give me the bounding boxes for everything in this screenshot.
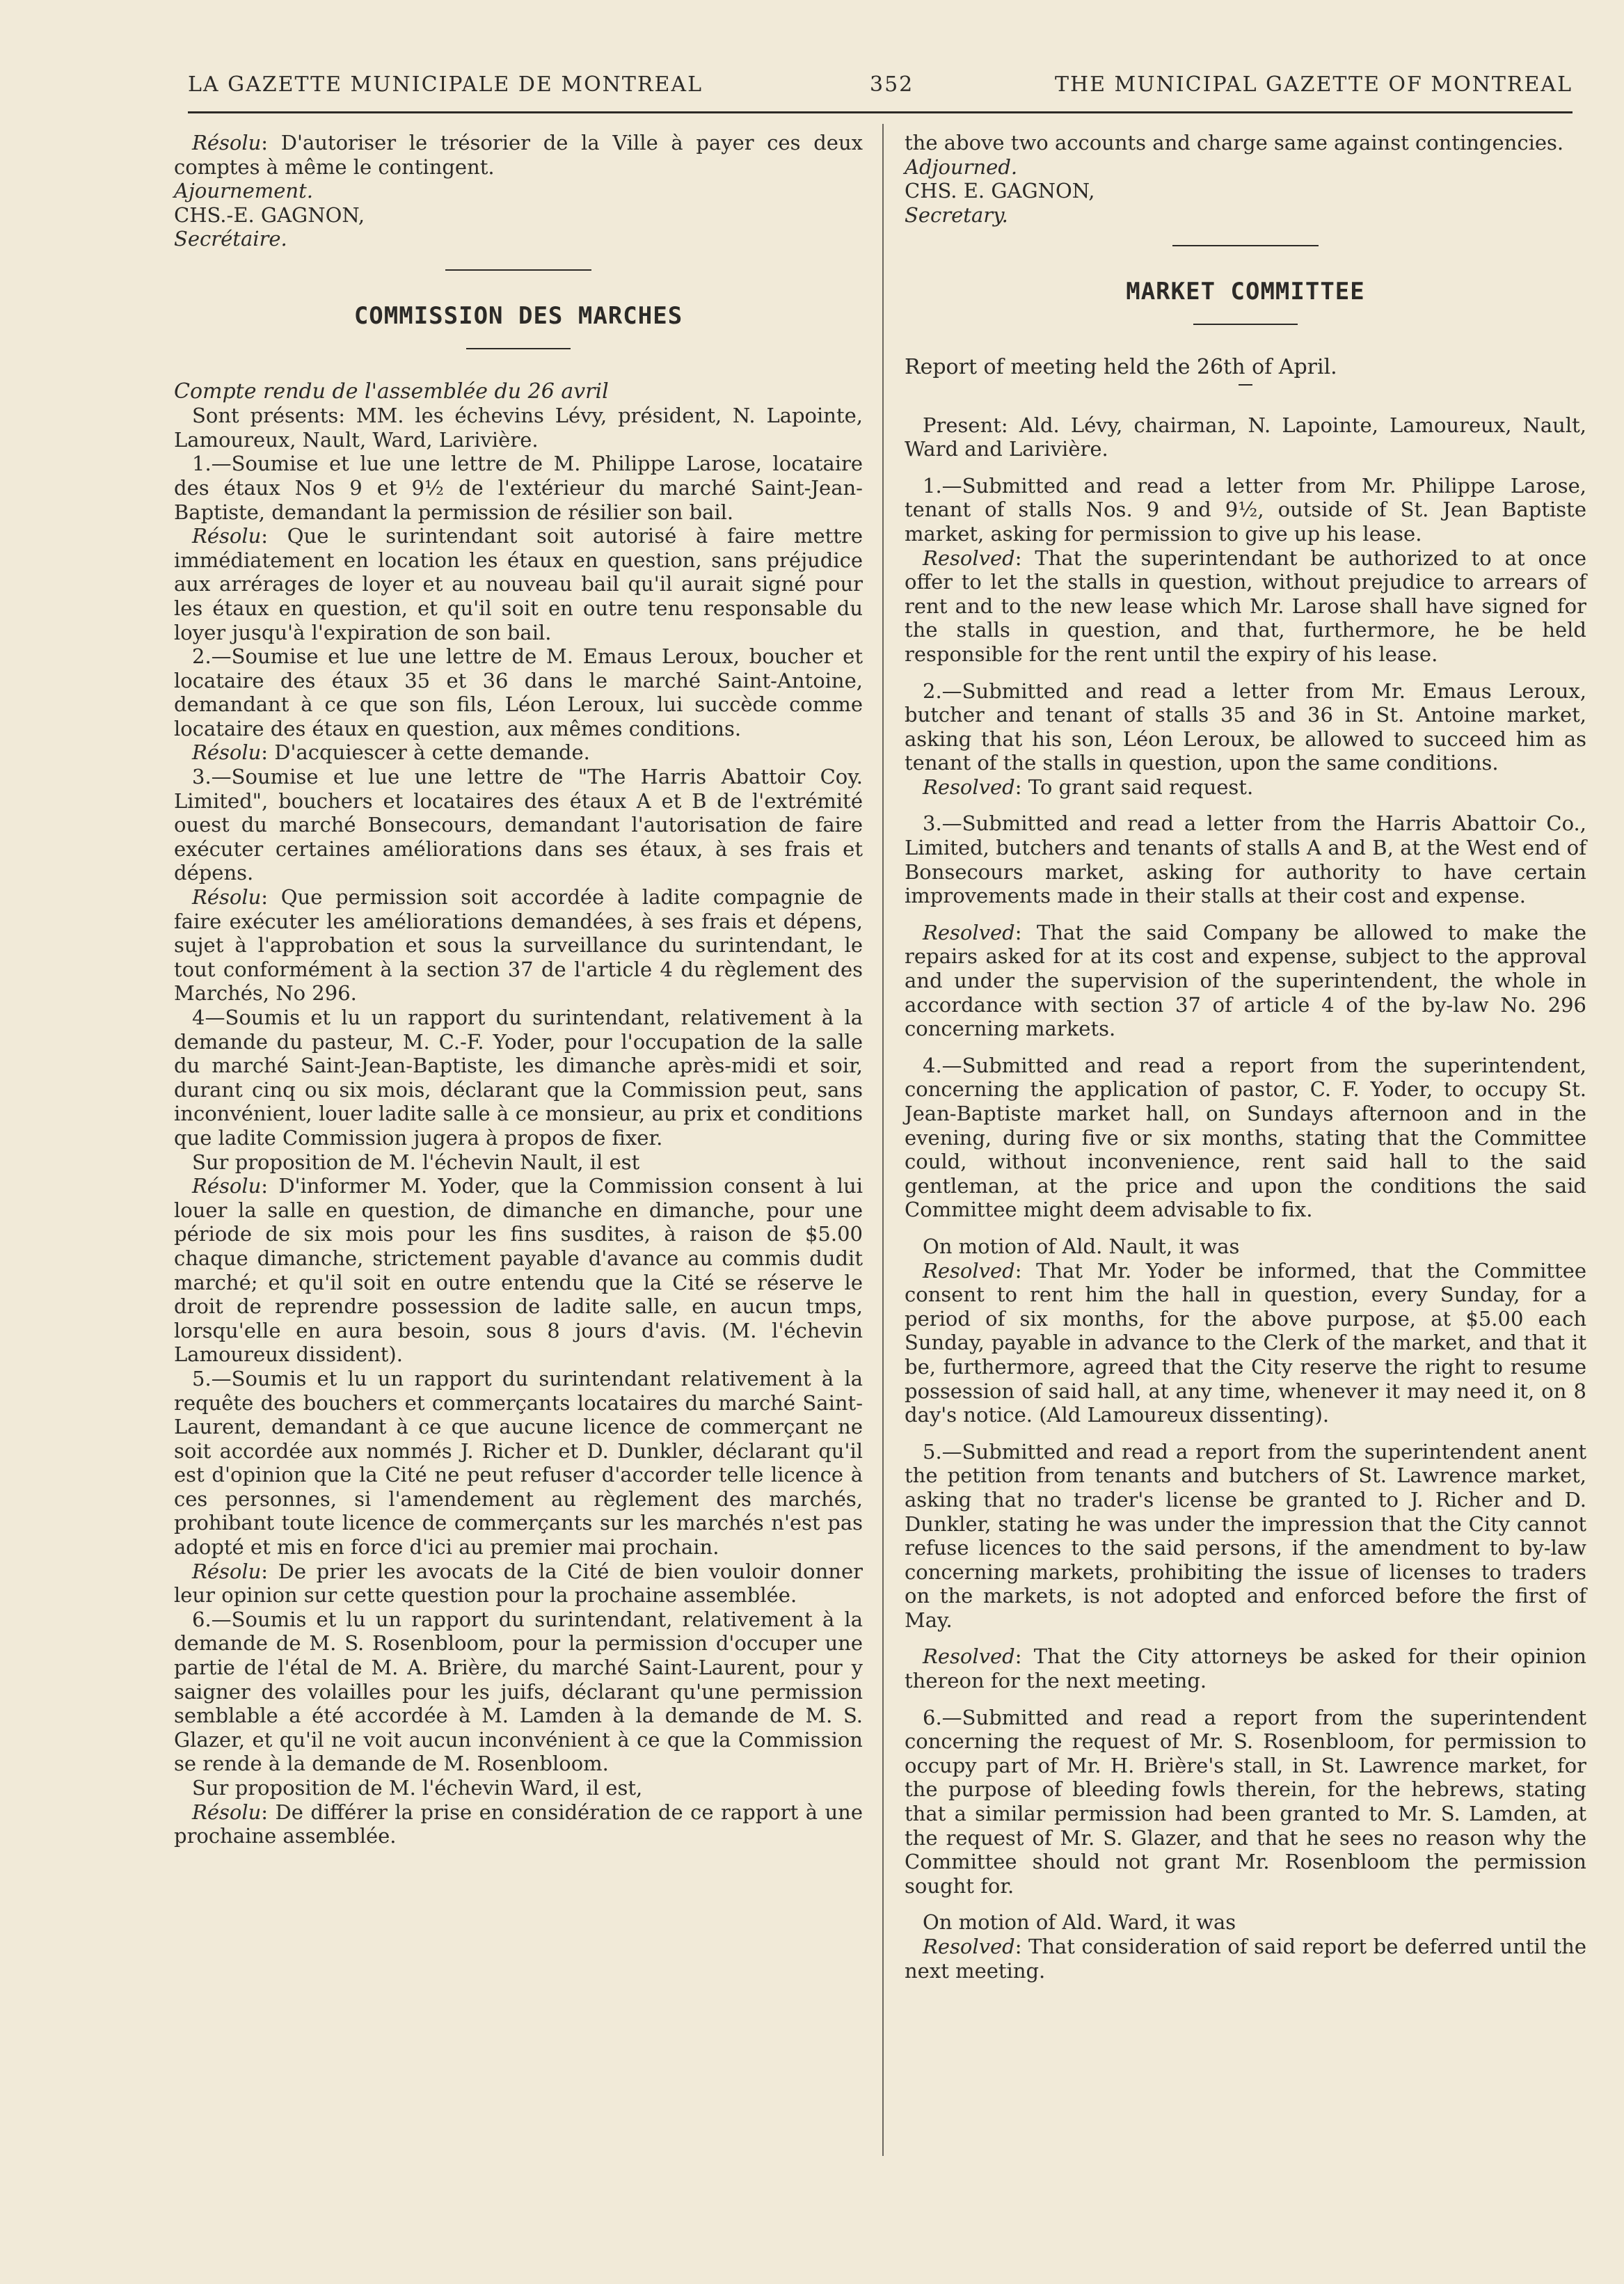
motion-6: Sur proposition de M. l'échevin Ward, il est, [192, 1776, 643, 1800]
resolution-4: Resolved: That Mr. Yoder be informed, that the Committee consent to rent him the hall in question, every Sunday, for a period of six months, for the above purpose, at $5.00 each Sunday, payable in advance to the Clerk of the market, and that it be, furthermore, agreed that the City reserve the right to resume possession of said hall, at any time, whenever it may need it, on 8 day's notice. (Ald Lamoureux dissenting). [905, 1258, 1586, 1427]
spacer [905, 1693, 1586, 1706]
spacer [905, 1898, 1586, 1910]
spacer [905, 1041, 1586, 1054]
resolution-3: Resolved: That the said Company be allowed to make the repairs asked for at its cost and expense, subject to the approval and under the supervision of the superintendent, the whole in accordance with section 37 of article 4 of the by-law No. 296 concerning markets. [905, 920, 1586, 1041]
spacer [905, 1222, 1586, 1235]
header-title-french: LA GAZETTE MUNICIPALE DE MONTREAL [188, 72, 703, 97]
item-5: 5.—Soumis et lu un rapport du surintendant relativement à la requête des bouchers et commerçants locataires du marché Saint-Laurent, demandant à ce que aucune licence de commerçant ne soit accordée aux nommés J. Richer et D. Dunkler, déclarant qu'il est d'opinion que la Cité ne peut refuser d'accorder telle licence à ces personnes, si l'amendement au règlement des marchés, prohibant toute licence de commerçants sur les marchés n'est pas adopté et mis en force d'ici au premier mai prochain. [174, 1366, 863, 1560]
spacer [905, 799, 1586, 811]
section-title: MARKET COMMITTEE [1126, 278, 1365, 306]
spacer [905, 1632, 1586, 1644]
item-5: 5.—Submitted and read a report from the superintendent anent the petition from tenants and butchers of St. Lawrence market, asking that no trader's license be granted to J. Richer and D. Dunkler, stating he was under the impression that the City cannot refuse licences to the said persons, if the amendment to by-law concerning markets, prohibiting the issue of licenses to traders on the markets, is not adopted and enforced before the first of May. [905, 1439, 1586, 1632]
resolution-2: Résolu: D'acquiescer à cette demande. [192, 740, 590, 765]
item-3: 3.—Soumise et lue une lettre de "The Harris Abattoir Coy. Limited", bouchers et locataires des étaux A et B de l'extrémité ouest du marché Bonsecours, demandant l'autorisation de faire exécuter certaines améliorations dans ses étaux, à ses frais et dépens. [174, 765, 863, 885]
section-rule [445, 269, 591, 271]
item-4: 4.—Submitted and read a report from the superintendent, concerning the application of pastor, C. F. Yoder, to occupy St. Jean-Baptiste market hall, on Sundays afternoon and in the evening, during five or six months, stating that the Committee could, without inconvenience, rent said hall to the said gentleman, at the price and upon the conditions the said Committee might deem advisable to fix. [905, 1053, 1586, 1222]
adjournment: Ajournement. [174, 179, 313, 203]
motion-6: On motion of Ald. Ward, it was [923, 1910, 1236, 1935]
intro-resolution: the above two accounts and charge same against contingencies. [905, 131, 1564, 154]
signature-name: CHS. E. GAGNON, [905, 179, 1095, 203]
resolution-5: Resolved: That the City attorneys be asked for their opinion thereon for the next meeting. [905, 1644, 1586, 1693]
title-rule [1193, 324, 1298, 325]
spacer [905, 908, 1586, 921]
resolution-5: Résolu: De prier les avocats de la Cité de bien vouloir donner leur opinion sur cette question pour la prochaine assemblée. [174, 1559, 863, 1608]
attendance: Sont présents: MM. les échevins Lévy, président, N. Lapointe, Lamoureux, Nault, Ward, Larivière. [174, 404, 863, 452]
motion-4: Sur proposition de M. l'échevin Nault, il est [192, 1150, 640, 1174]
section-subtitle: Compte rendu de l'assemblée du 26 avril [174, 379, 609, 404]
attendance: Present: Ald. Lévy, chairman, N. Lapointe, Lamoureux, Nault, Ward and Larivière. [905, 413, 1586, 461]
spacer [905, 461, 1586, 474]
english-column [905, 131, 1586, 1983]
resolution-4: Résolu: D'informer M. Yoder, que la Commission consent à lui louer la salle en question, de dimanche en dimanche, pour une période de six mois pour les fins susdites, à raison de $5.00 chaque dimanche, strictement payable d'avance au commis dudit marché; et qu'il soit en outre entendu que la Cité se réserve le droit de reprendre possession de ladite salle, en aucun tmps, lorsqu'elle en aura besoin, sous 8 jours d'avis. (M. l'échevin Lamoureux dissident). [174, 1174, 863, 1367]
header-title-english: THE MUNICIPAL GAZETTE OF MONTREAL [1054, 72, 1573, 97]
section-subtitle: Report of meeting held the 26th of April. [905, 354, 1337, 379]
item-1: 1.—Submitted and read a letter from Mr. Philippe Larose, tenant of stalls Nos. 9 and 9½, outside of St. Jean Baptiste market, asking for permission to give up his lease. [905, 473, 1586, 546]
page-header [188, 67, 1573, 109]
resolution-6: Résolu: De différer la prise en considération de ce rapport à une prochaine assemblée. [174, 1800, 863, 1848]
page-number: 352 [870, 72, 914, 97]
resolution-1: Resolved: That the superintendant be authorized to at once offer to let the stalls in question, without prejudice to arrears of rent and to the new lease which Mr. Larose shall have signed for the stalls in question, and that, furthermore, he be held responsible for the rent until the expiry of his lease. [905, 546, 1586, 666]
header-rule [188, 111, 1573, 113]
section-title: COMMISSION DES MARCHES [353, 301, 683, 330]
item-4: 4—Soumis et lu un rapport du surintendant, relativement à la demande du pasteur, M. C.-F. Yoder, pour l'occupation de la salle du marché Saint-Jean-Baptiste, les dimanche après-midi et soir, durant cinq ou six mois, déclarant que la Commission peut, sans inconvénient, louer ladite salle à ce monsieur, au prix et conditions que ladite Commission jugera à propos de fixer. [174, 1006, 863, 1150]
item-2: 2.—Submitted and read a letter from Mr. Emaus Leroux, butcher and tenant of stalls 35 and 36 in St. Antoine market, asking that his son, Léon Leroux, be allowed to succeed him as tenant of the stalls in question, upon the same conditions. [905, 679, 1586, 775]
motion-4: On motion of Ald. Nault, it was [923, 1234, 1240, 1258]
resolution-3: Résolu: Que permission soit accordée à ladite compagnie de faire exécuter les améliorations demandées, à ses frais et dépens, sujet à l'approbation et sous la surveillance du surintendant, le tout conformément à la section 37 de l'article 4 du règlement des Marchés, No 296. [174, 885, 863, 1006]
section-rule [1172, 245, 1319, 246]
item-6: 6.—Submitted and read a report from the superintendent concerning the request of Mr. S. Rosenbloom, for permission to occupy part of Mr. H. Brière's stall, in St. Lawrence market, for the purpose of bleeding fowls therein, for the hebrews, stating that a similar permission had been granted to Mr. S. Lamden, at the request of Mr. S. Glazer, and that he sees no reason why the Committee should not grant Mr. Rosenbloom the permission sought for. [905, 1705, 1586, 1898]
signature-title: Secrétaire. [174, 227, 287, 251]
adjournment: Adjourned. [905, 154, 1018, 179]
resolution-2: Resolved: To grant said request. [923, 775, 1254, 799]
spacer [905, 1427, 1586, 1440]
spacer [905, 667, 1586, 679]
subtitle-rule [1239, 384, 1252, 386]
signature-title: Secretary. [905, 203, 1008, 227]
title-rule [466, 348, 571, 349]
signature-name: CHS.-E. GAGNON, [174, 203, 365, 227]
column-divider [882, 124, 884, 2156]
resolution-1: Résolu: Que le surintendant soit autorisé à faire mettre immédiatement en location les étaux en question, sans préjudice aux arrérages de loyer et au nouveau bail qu'il aurait signé pour les étaux en question, et qu'il soit en outre tenu responsable du loyer jusqu'à l'expiration de son bail. [174, 524, 863, 644]
resolution-6: Resolved: That consideration of said report be deferred until the next meeting. [905, 1935, 1586, 1983]
french-column [174, 131, 863, 1848]
item-6: 6.—Soumis et lu un rapport du surintendant, relativement à la demande de M. S. Rosenbloom, pour la permission d'occuper une partie de l'étal de M. A. Brière, du marché Saint-Laurent, pour y saigner des volailles pour les juifs, déclarant qu'une permission semblable a été accordée à M. Lamden à la demande de M. S. Glazer, et qu'il ne voit aucun inconvénient à ce que la Commission se rende à la demande de M. Rosenbloom. [174, 1607, 863, 1776]
item-3: 3.—Submitted and read a letter from the Harris Abattoir Co., Limited, butchers and tenants of stalls A and B, at the West end of Bonsecours market, asking for authority to have certain improvements made in their stalls at their cost and expense. [905, 811, 1586, 908]
intro-resolution: Résolu: D'autoriser le trésorier de la Ville à payer ces deux comptes à même le contingent. [174, 131, 863, 179]
item-2: 2.—Soumise et lue une lettre de M. Emaus Leroux, boucher et locataire des étaux 35 et 36 dans le marché Saint-Antoine, demandant à ce que son fils, Léon Leroux, lui succède comme locataire des étaux en question, aux mêmes conditions. [174, 644, 863, 740]
item-1: 1.—Soumise et lue une lettre de M. Philippe Larose, locataire des étaux Nos 9 et 9½ de l'extérieur du marché Saint-Jean-Baptiste, demandant la permission de résilier son bail. [174, 452, 863, 524]
